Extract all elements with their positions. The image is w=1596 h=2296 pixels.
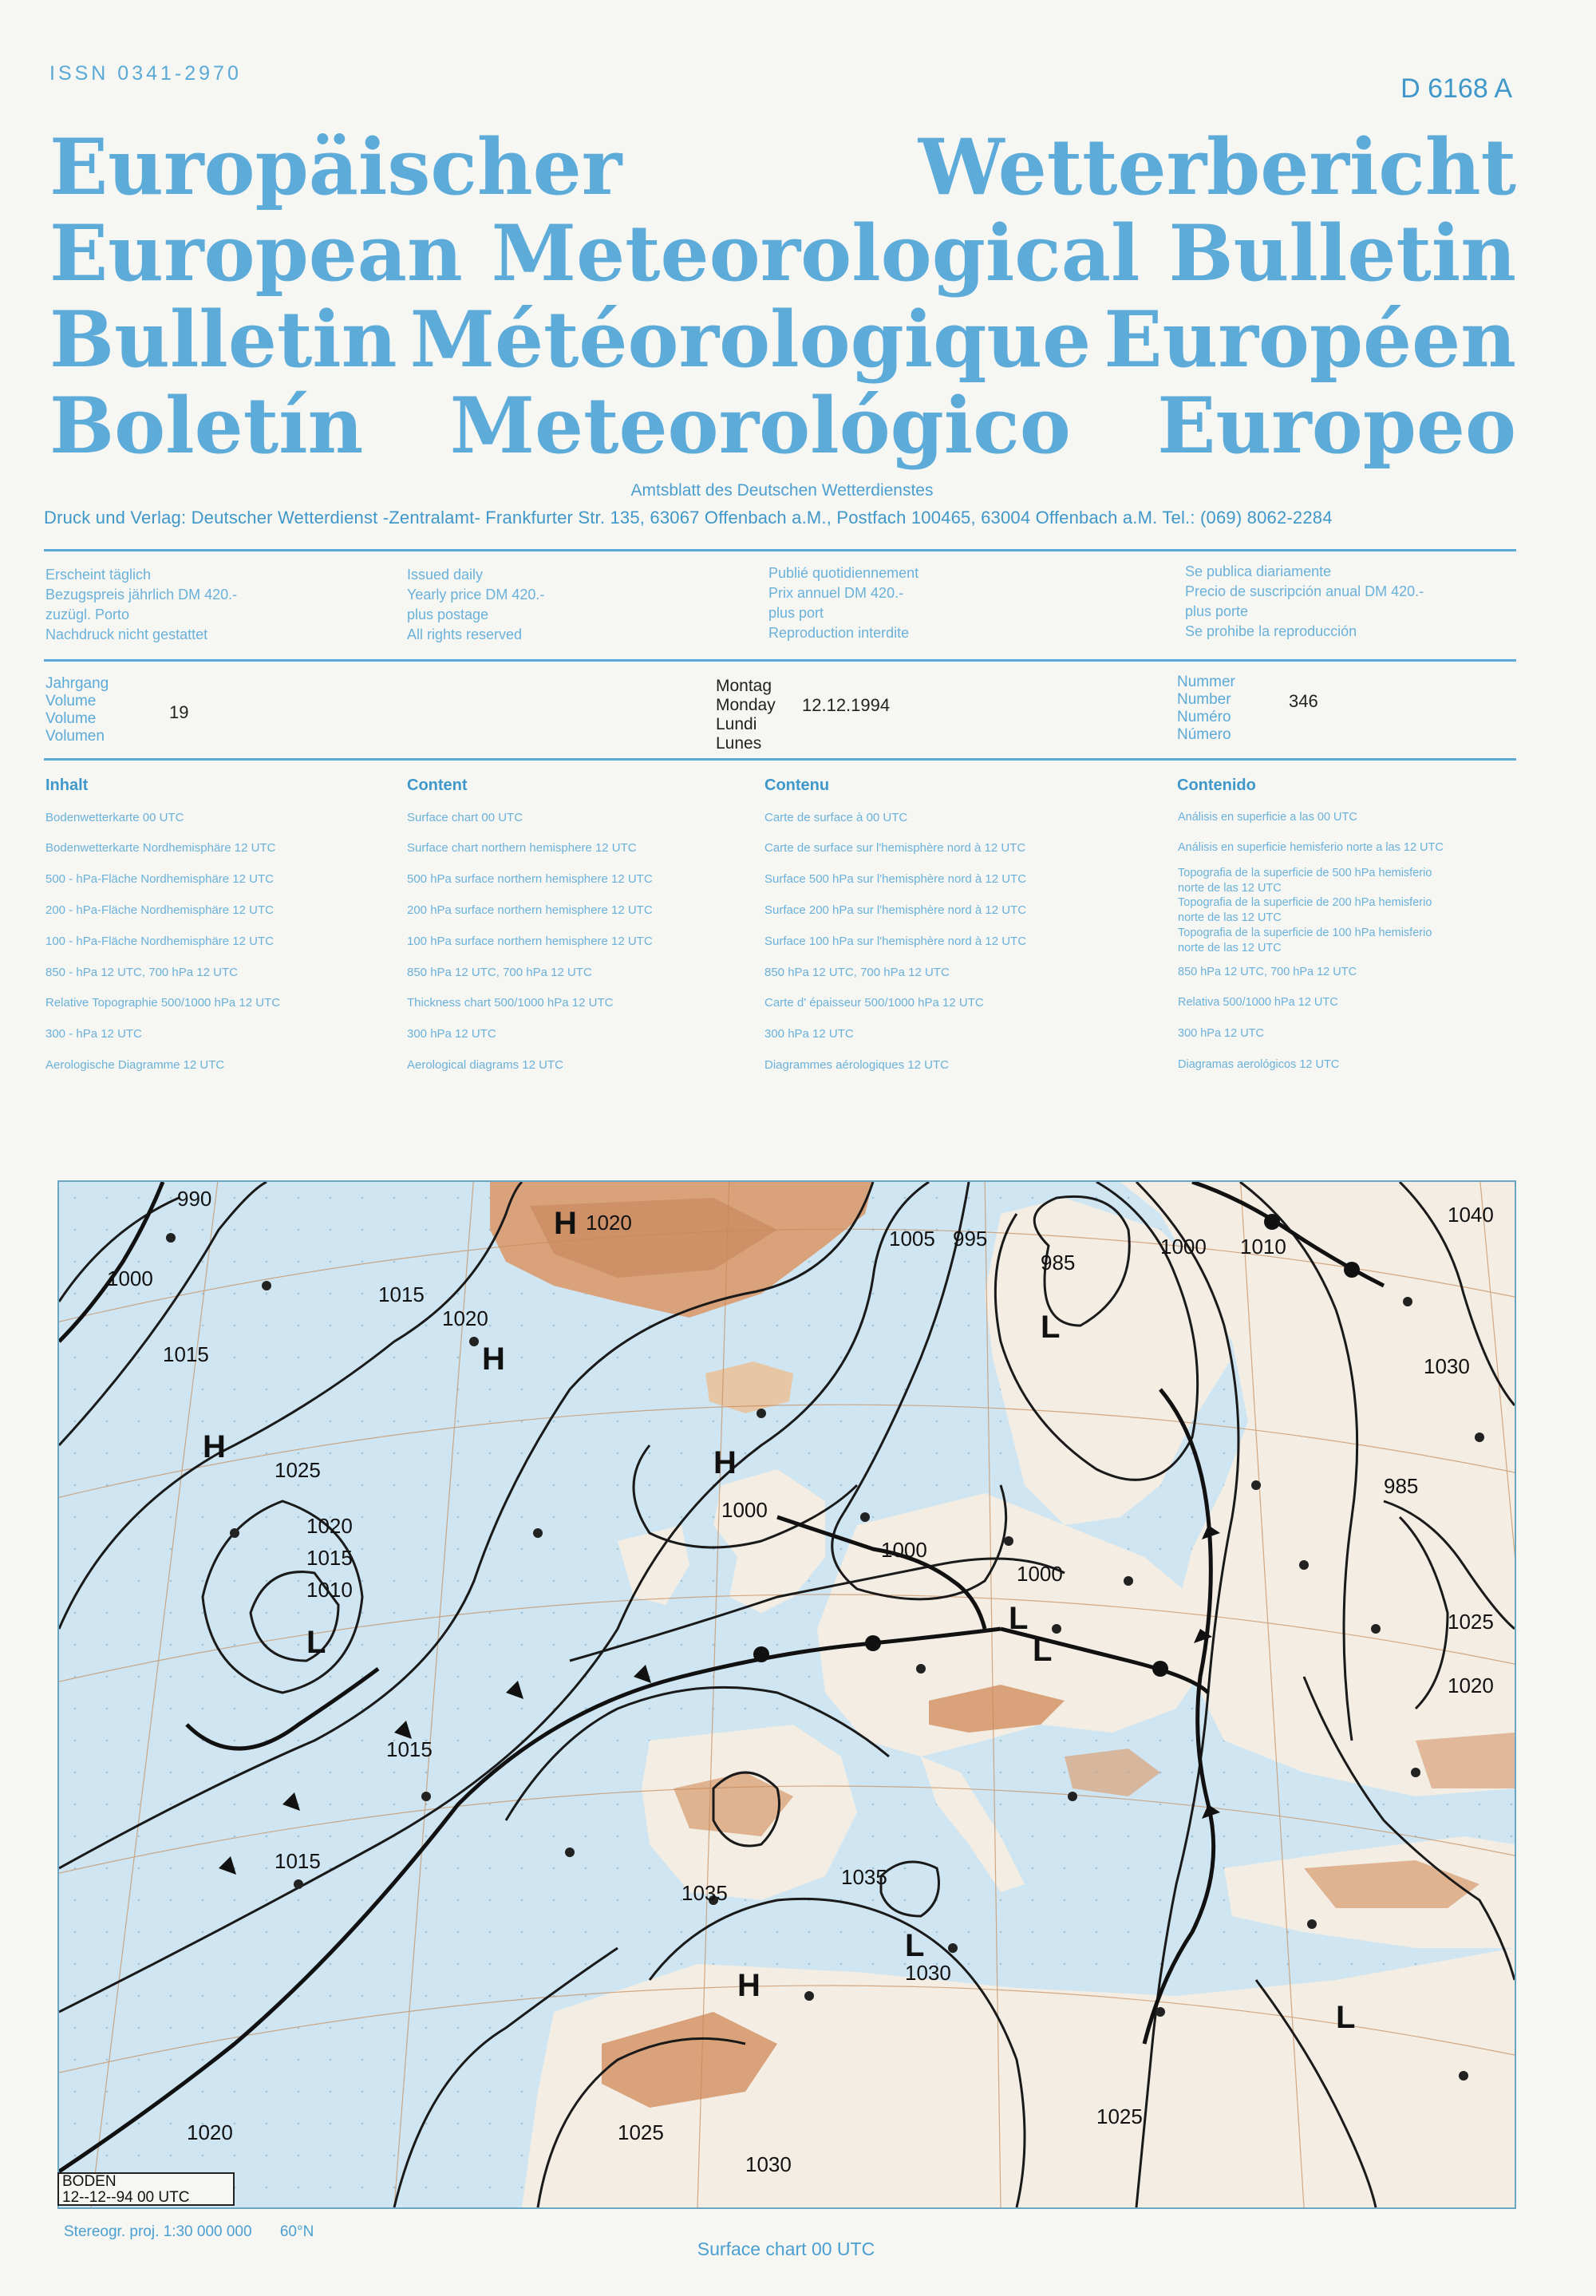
title-word: Bulletin (1168, 208, 1516, 298)
isobar-label: 1015 (163, 1342, 209, 1366)
isobar-label: 1000 (881, 1538, 927, 1562)
projection-text: Stereogr. proj. 1:30 000 000 (64, 2223, 252, 2240)
info-text: zuzügl. Porto (45, 607, 130, 622)
info-text: Erscheint täglich (45, 567, 152, 583)
toc-item: 300 - hPa 12 UTC (45, 1027, 142, 1041)
isobar-label: 1010 (1240, 1235, 1286, 1259)
isobar-label: 1025 (618, 2120, 664, 2144)
isobar-label: 1030 (1424, 1354, 1470, 1378)
high-pressure-center: H (737, 1968, 760, 2003)
divider (44, 549, 1516, 551)
info-column-en (407, 565, 544, 645)
volume-label: Volume (45, 693, 97, 709)
toc-item: Análisis en superficie hemisferio norte a las 12 UTC (1178, 841, 1444, 854)
stamp-title: BODEN (62, 2173, 117, 2190)
high-pressure-center: H (203, 1429, 226, 1464)
low-pressure-center: L (1033, 1633, 1053, 1668)
day-label: Montag (716, 677, 772, 695)
toc-item: Surface 200 hPa sur l'hemisphère nord à 12 UTC (764, 903, 1027, 917)
latitude-text: 60°N (279, 2223, 314, 2240)
low-pressure-center: L (905, 1928, 925, 1963)
isobar-label: 1000 (107, 1267, 153, 1290)
isobar-label: 1005 (889, 1227, 935, 1251)
toc-header-es: Contenido (1177, 777, 1256, 794)
toc-item: Bodenwetterkarte 00 UTC (45, 811, 184, 824)
toc-item: 300 hPa 12 UTC (407, 1027, 496, 1041)
title-spanish (49, 382, 1516, 470)
isobar-label: 1010 (306, 1578, 353, 1602)
title-word: Meteorological (491, 208, 1140, 298)
toc-item: 300 hPa 12 UTC (764, 1027, 854, 1041)
low-pressure-center: L (1041, 1310, 1061, 1345)
toc-item: 850 - hPa 12 UTC, 700 hPa 12 UTC (45, 966, 238, 979)
map-caption: Surface chart 00 UTC (697, 2239, 875, 2259)
toc-item: Surface 100 hPa sur l'hemisphère nord à 12 UTC (764, 935, 1027, 948)
title-word: Météorologique (409, 294, 1092, 385)
day-label: Monday (716, 696, 776, 714)
number-labels (1177, 674, 1235, 744)
isobar-label: 1020 (306, 1514, 353, 1538)
isobar-label: 1025 (1448, 1610, 1494, 1634)
day-label: Lunes (716, 734, 762, 753)
number-label: Número (1177, 726, 1231, 743)
toc-item: Carte de surface sur l'hemisphère nord à 12 UTC (764, 841, 1026, 855)
high-pressure-center: H (713, 1445, 737, 1480)
low-pressure-center: L (1336, 2000, 1356, 2035)
toc-item: Thickness chart 500/1000 hPa 12 UTC (407, 996, 614, 1010)
info-text: All rights reserved (407, 626, 523, 642)
isobar-label: 1035 (681, 1881, 728, 1905)
isobar-label: 1015 (275, 1849, 321, 1873)
title-word: Européen (1104, 294, 1516, 385)
low-pressure-center: L (306, 1625, 326, 1660)
high-pressure-center: H (482, 1342, 505, 1377)
toc-item: Surface 500 hPa sur l'hemisphère nord à 12 UTC (764, 872, 1027, 886)
toc-item: Aerological diagrams 12 UTC (407, 1058, 563, 1072)
day-labels (716, 677, 776, 753)
isobar-label: 990 (177, 1187, 212, 1211)
volume-labels (45, 675, 109, 745)
isobar-label: 995 (953, 1227, 988, 1251)
day-label: Lundi (716, 715, 757, 733)
stamp-date: 12--12--94 00 UTC (62, 2189, 190, 2206)
info-column-es (1185, 562, 1424, 642)
title-word: Wetterbericht (918, 122, 1516, 212)
toc-item: 500 - hPa-Fläche Nordhemisphäre 12 UTC (45, 872, 274, 886)
number-label: Numéro (1177, 709, 1231, 725)
title-german (49, 124, 1516, 211)
isobar-label: 1015 (386, 1737, 433, 1761)
title-word: Bulletin (49, 294, 397, 385)
toc-item: 500 hPa surface northern hemisphere 12 UTC (407, 872, 653, 886)
toc-item: Carte d' épaisseur 500/1000 hPa 12 UTC (764, 996, 984, 1010)
toc-item: Carte de surface à 00 UTC (764, 811, 908, 824)
issue-date: 12.12.1994 (802, 695, 891, 715)
toc-item: Topografia de la superficie de 100 hPa hemisferio norte de las 12 UTC (1178, 927, 1432, 954)
isobar-label: 1035 (841, 1865, 887, 1889)
toc-header-fr: Contenu (764, 777, 830, 794)
volume-label: Volumen (45, 728, 105, 745)
isobar-label: 985 (1041, 1251, 1076, 1274)
title-word: Meteorológico (449, 381, 1071, 471)
toc-item: Relative Topographie 500/1000 hPa 12 UTC (45, 996, 281, 1010)
toc-item: 850 hPa 12 UTC, 700 hPa 12 UTC (764, 966, 950, 979)
info-text: Se prohibe la reproducción (1185, 623, 1357, 639)
title-french (49, 296, 1516, 384)
isobar-label: 1030 (905, 1961, 951, 1985)
info-text: plus port (768, 605, 824, 621)
toc-item: Aerologische Diagramme 12 UTC (45, 1058, 225, 1072)
title-word: Europäischer (49, 122, 622, 212)
isobar-label: 1020 (187, 2120, 233, 2144)
toc-item: 100 - hPa-Fläche Nordhemisphäre 12 UTC (45, 935, 274, 948)
toc-item: Relativa 500/1000 hPa 12 UTC (1178, 996, 1338, 1009)
isobar-label: 1020 (586, 1211, 632, 1235)
toc-item: 100 hPa surface northern hemisphere 12 UTC (407, 935, 653, 948)
info-text: Reproduction interdite (768, 625, 910, 641)
title-word: European (49, 208, 463, 298)
info-text: Prix annuel DM 420.- (768, 585, 904, 601)
high-pressure-center: H (554, 1206, 577, 1241)
isobar-label: 1025 (275, 1458, 321, 1482)
isobar-label: 985 (1384, 1474, 1419, 1498)
toc-item: Bodenwetterkarte Nordhemisphäre 12 UTC (45, 841, 276, 855)
isobar-label: 1040 (1448, 1203, 1494, 1227)
info-text: Publié quotidiennement (768, 565, 919, 581)
isobar-label: 1015 (378, 1282, 425, 1306)
toc-item: Diagramas aerológicos 12 UTC (1178, 1058, 1340, 1071)
toc-item: Surface chart northern hemisphere 12 UTC (407, 841, 637, 855)
publisher-line: Druck und Verlag: Deutscher Wetterdienst -Zentralamt- Frankfurter Str. 135, 63067 Offenbach a.M., Postfach 100465, 63004 Offenbach a.M. Tel.: (069) 8062-2284 (44, 508, 1333, 528)
map-drawing (59, 1182, 1515, 2207)
isobar-label: 1025 (1096, 2104, 1143, 2128)
title-word: Boletín (49, 381, 364, 471)
issn-number: ISSN 0341-2970 (49, 62, 242, 85)
toc-item: 200 hPa surface northern hemisphere 12 UTC (407, 903, 653, 917)
toc-item: 850 hPa 12 UTC, 700 hPa 12 UTC (407, 966, 592, 979)
map-stamp (57, 2172, 235, 2206)
info-text: Issued daily (407, 567, 484, 583)
toc-item: 850 hPa 12 UTC, 700 hPa 12 UTC (1178, 966, 1357, 978)
divider (44, 659, 1516, 662)
amtsblatt-line: Amtsblatt des Deutschen Wetterdienstes (630, 481, 934, 500)
low-pressure-center: L (1009, 1601, 1029, 1636)
isobar-label: 1000 (1017, 1562, 1063, 1586)
info-text: plus porte (1185, 603, 1249, 619)
toc-item: 200 - hPa-Fläche Nordhemisphäre 12 UTC (45, 903, 274, 917)
divider (44, 758, 1516, 761)
number-label: Number (1177, 691, 1231, 708)
title-english (49, 210, 1516, 298)
info-text: Precio de suscripción anual DM 420.- (1185, 583, 1424, 599)
toc-item: Topografia de la superficie de 500 hPa hemisferio norte de las 12 UTC (1178, 867, 1432, 895)
number-label: Nummer (1177, 674, 1235, 690)
volume-value: 19 (169, 702, 189, 722)
volume-label: Volume (45, 710, 97, 727)
toc-item: 300 hPa 12 UTC (1178, 1027, 1265, 1040)
isobar-label: 1000 (1160, 1235, 1207, 1259)
info-text: plus postage (407, 607, 489, 622)
toc-header-en: Content (407, 777, 468, 794)
isobar-label: 1015 (306, 1546, 353, 1570)
isobar-label: 1020 (1448, 1674, 1494, 1697)
issue-number: 346 (1289, 691, 1318, 711)
surface-weather-map (57, 1180, 1516, 2209)
toc-item: Topografia de la superficie de 200 hPa hemisferio norte de las 12 UTC (1178, 896, 1432, 924)
toc-item: Diagrammes aérologiques 12 UTC (764, 1058, 949, 1072)
info-text: Nachdruck nicht gestattet (45, 626, 208, 642)
toc-item: Análisis en superficie a las 00 UTC (1178, 811, 1357, 824)
caucasus-relief (1416, 1733, 1515, 1788)
toc-item: Surface chart 00 UTC (407, 811, 523, 824)
info-text: Se publica diariamente (1185, 563, 1332, 579)
volume-label: Jahrgang (45, 675, 109, 692)
info-text: Bezugspreis jährlich DM 420.- (45, 587, 238, 603)
info-column-fr (768, 563, 918, 643)
title-word: Europeo (1157, 381, 1516, 471)
isobar-label: 1000 (721, 1498, 768, 1522)
publication-code: D 6168 A (1400, 73, 1512, 104)
info-column-de (45, 565, 237, 645)
isobar-label: 1030 (745, 2152, 792, 2176)
info-text: Yearly price DM 420.- (407, 587, 545, 603)
isobar-label: 1020 (442, 1306, 488, 1330)
toc-header-de: Inhalt (45, 777, 89, 794)
